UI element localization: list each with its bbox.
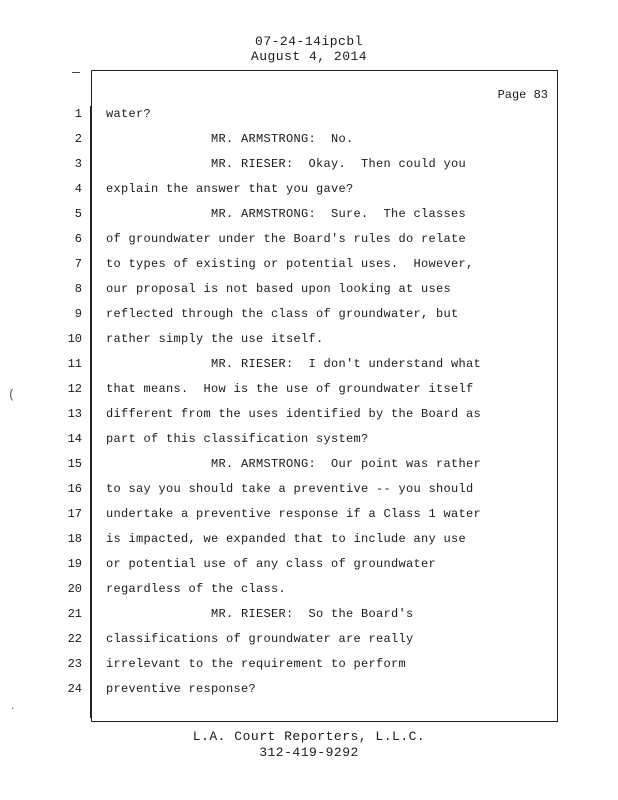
transcript-line: or potential use of any class of groundwater [106, 557, 437, 571]
transcript-line: regardless of the class. [106, 582, 287, 596]
line-number: 22 [67, 632, 82, 646]
header-date: August 4, 2014 [250, 49, 368, 64]
transcript-line: that means. How is the use of groundwater itself [106, 382, 474, 396]
transcript-line: to say you should take a preventive -- you should [106, 482, 474, 496]
line-number: 8 [74, 282, 82, 296]
transcript-line: different from the uses identified by the Board as [106, 407, 482, 421]
transcript-line: part of this classification system? [106, 432, 369, 446]
transcript-line: rather simply the use itself. [106, 332, 324, 346]
transcript-line: reflected through the class of groundwater, but [106, 307, 459, 321]
transcript-line: water? [106, 107, 152, 121]
transcript-line: irrelevant to the requirement to perform [106, 657, 407, 671]
scan-mark: ( [8, 388, 16, 402]
line-number: 21 [67, 607, 82, 621]
corner-tick [72, 72, 80, 73]
line-number: 23 [67, 657, 82, 671]
transcript-line: MR. RIESER: I don't understand what [106, 357, 482, 371]
line-number-rule [90, 106, 91, 718]
line-number: 24 [67, 682, 82, 696]
transcript-line: preventive response? [106, 682, 257, 696]
line-number: 14 [67, 432, 82, 446]
transcript-line: undertake a preventive response if a Class 1 water [106, 507, 482, 521]
line-number: 18 [67, 532, 82, 546]
line-number: 7 [74, 257, 82, 271]
line-number: 5 [74, 207, 82, 221]
transcript-line: explain the answer that you gave? [106, 182, 354, 196]
transcript-line: our proposal is not based upon looking at uses [106, 282, 452, 296]
line-number: 10 [67, 332, 82, 346]
transcript-line: MR. ARMSTRONG: No. [106, 132, 354, 146]
line-number: 20 [67, 582, 82, 596]
header-case-id: 07-24-14ipcbl [255, 34, 363, 49]
transcript-line: classifications of groundwater are really [106, 632, 414, 646]
line-number: 19 [67, 557, 82, 571]
transcript-line: MR. RIESER: So the Board's [106, 607, 414, 621]
line-number: 1 [74, 107, 82, 121]
line-number: 11 [67, 357, 82, 371]
scan-mark: . [10, 702, 16, 712]
line-number: 16 [67, 482, 82, 496]
line-number: 4 [74, 182, 82, 196]
transcript-line: MR. ARMSTRONG: Our point was rather [106, 457, 482, 471]
transcript-line: of groundwater under the Board's rules do relate [106, 232, 467, 246]
transcript-line: is impacted, we expanded that to include any use [106, 532, 467, 546]
line-number: 6 [74, 232, 82, 246]
line-number: 12 [67, 382, 82, 396]
line-number: 15 [67, 457, 82, 471]
transcript-line: to types of existing or potential uses. However, [106, 257, 474, 271]
footer-reporter: L.A. Court Reporters, L.L.C. [192, 729, 426, 744]
transcript-line: MR. ARMSTRONG: Sure. The classes [106, 207, 467, 221]
footer-phone: 312-419-9292 [259, 745, 359, 760]
line-number: 17 [67, 507, 82, 521]
line-number: 13 [67, 407, 82, 421]
page-number: Page 83 [497, 88, 548, 102]
transcript-line: MR. RIESER: Okay. Then could you [106, 157, 467, 171]
line-number: 9 [74, 307, 82, 321]
line-number: 2 [74, 132, 82, 146]
line-number: 3 [74, 157, 82, 171]
